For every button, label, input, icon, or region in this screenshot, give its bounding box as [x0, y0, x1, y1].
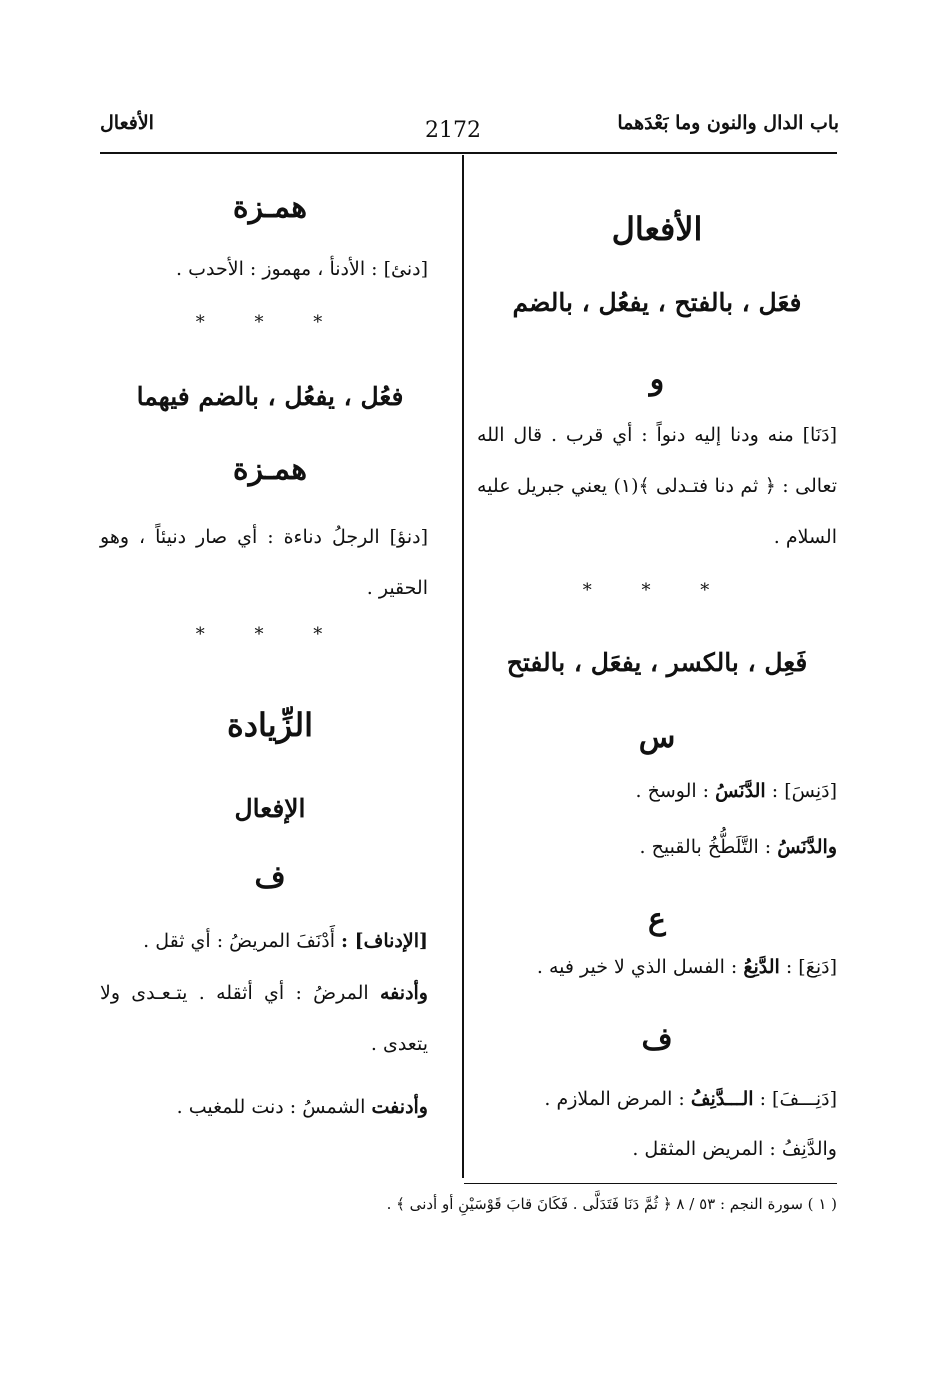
section-title: الأفعال [611, 210, 703, 248]
entry-dana: [دَنَا] منه ودنا إليه دنواً : أي قرب . قال الله تعالى : ﴿ ثم دنا فتـدلى ﴾(١) يعني جبريل عليه السلام . [477, 424, 837, 548]
entry-word: والدَّنَسُ [777, 836, 837, 858]
entry-definition: : الوسخ . [635, 780, 710, 802]
entry-word: وأدنفت [371, 1096, 428, 1118]
hamza-heading: همـزة [232, 452, 308, 487]
separator-stars: * * * [582, 580, 732, 601]
letter-heading: ع [648, 902, 666, 937]
entry-definition: أَدْنَفَ المريضُ : أي ثقل . [143, 930, 335, 952]
entry-definition: : الفسل الذي لا خير فيه . [536, 956, 738, 978]
entry-dani2: [دنئ] : الأدنأ ، مهموز : الأحدب . [176, 258, 428, 280]
entry-adnafat [88, 1096, 428, 1118]
entry-danif-2: والدَّنِفُ : المريض المثقل . [632, 1138, 837, 1160]
pattern-heading: فَعِل ، بالكسر ، يفعَل ، بالفتح [506, 648, 808, 677]
pattern-heading: فعَل ، بالفتح ، يفعُل ، بالضم [512, 288, 802, 317]
entry-root: [دَنِسَ] : [771, 780, 837, 802]
subsection-title: الإفعال [234, 794, 306, 823]
entry-definition: : المرض الملازم . [544, 1088, 685, 1110]
separator-stars: * * * [195, 624, 345, 645]
entry-danas [477, 780, 837, 802]
entry-idnaf [88, 930, 428, 952]
entry-word: الدَّنَسُ [715, 780, 766, 802]
header-rule [100, 152, 837, 154]
footnote: ( ١ ) سورة النجم : ٥٣ / ٨ ﴿ ثُمَّ دَنَا فَتَدَلَّى . فَكَانَ قابَ قَوْسَيْنِ أو أدنى ﴾ . [386, 1195, 837, 1213]
header-section-title: الأفعال [100, 112, 154, 134]
page-number: 2172 [425, 118, 481, 143]
entry-danu: [دنؤ] الرجلُ دناءة : أي صار دنيئاً ، وهو الحقير . [100, 526, 428, 599]
separator-stars: * * * [195, 312, 345, 333]
entry-danif [477, 1088, 837, 1110]
entry-definition: : التَّلَطُّخُ بالقبيح . [639, 836, 772, 858]
entry-word: الدَّنِعُ [743, 956, 780, 978]
letter-heading: س [638, 720, 676, 755]
entry-root: [دَنِـــفَ] : [759, 1088, 837, 1110]
entry-word: وأدنفه [379, 982, 428, 1004]
letter-heading: و [649, 362, 665, 397]
letter-heading: ف [641, 1022, 673, 1057]
entry-root: [دَنِعَ] : [785, 956, 837, 978]
section-title: الزِّيادة [227, 706, 313, 744]
entry-definition: الشمسُ : دنت للمغيب . [176, 1096, 366, 1118]
entry-word: الـــدَّنِفُ [690, 1088, 754, 1110]
entry-danas-2 [477, 836, 837, 858]
pattern-heading: فعُل ، يفعُل ، بالضم فيهما [136, 382, 404, 411]
entry-adnafahu [100, 968, 428, 1070]
letter-heading: ف [254, 860, 286, 895]
entry-dani [477, 956, 837, 978]
column-divider [462, 155, 464, 1178]
entry-root: [الإدناف] : [341, 930, 428, 952]
header-chapter-title: باب الدال والنون وما بَعْدَهما [617, 112, 839, 134]
entry-definition: المرضُ : أي أثقله . يتـعـدى ولا يتعدى . [100, 982, 428, 1055]
hamza-heading: همـزة [232, 190, 308, 225]
footnote-rule [464, 1183, 837, 1184]
